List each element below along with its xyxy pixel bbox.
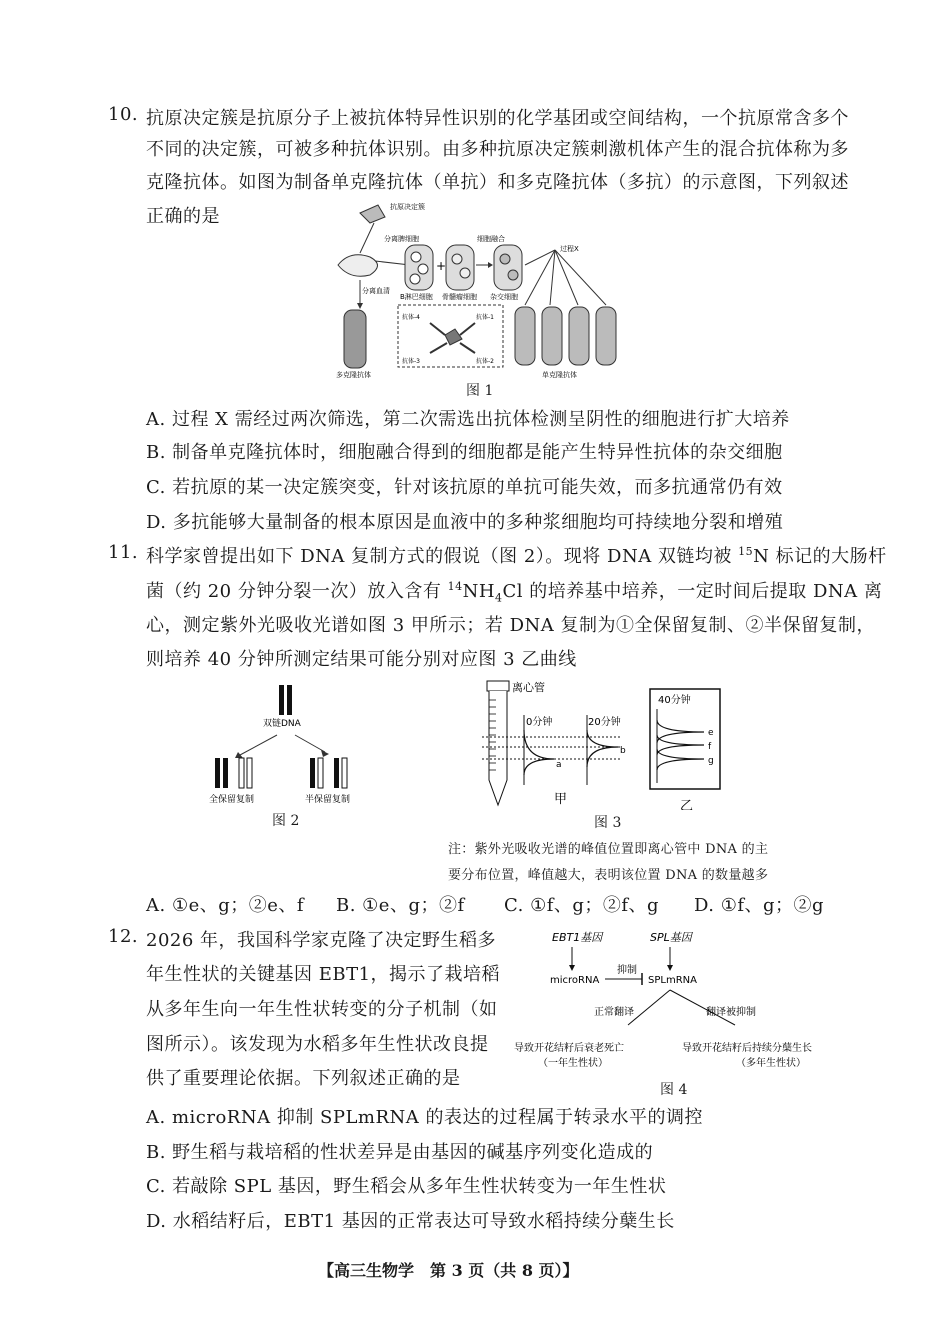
figure-1-antibody-diagram — [330, 195, 630, 380]
fig4-normal: 正常翻译 — [594, 1007, 634, 1018]
fig1-ab4: 抗体-4 — [402, 314, 420, 321]
fig3-note-line-2: 要分布位置，峰值越大，表明该位置 DNA 的数量越多 — [448, 868, 769, 883]
q11-option-a: A. ①e、g；②e、f — [146, 895, 305, 916]
fig3-peak-b: b — [620, 746, 626, 756]
q11-stem-line-4: 则培养 40 分钟所测定结果可能分别对应图 3 乙曲线 — [146, 649, 577, 670]
q12-number: 12. — [108, 926, 139, 947]
mono-tube-1 — [515, 307, 535, 365]
fig4-left-outcome-2: （一年生性状） — [538, 1058, 608, 1069]
q10-stem-line-1: 抗原决定簇是抗原分子上被抗体特异性识别的化学基团或空间结构，一个抗原常含多个 — [146, 108, 849, 129]
fig4-splmrna: SPLmRNA — [648, 975, 697, 986]
q12-stem-line-1: 2026 年，我国科学家克隆了决定野生稻多 — [146, 930, 497, 951]
fig1-sep-spleen: 分离脾细胞 — [384, 235, 419, 243]
fig3-jia: 甲 — [554, 792, 568, 807]
q12-option-c: C. 若敲除 SPL 基因，野生稻会从多年生性状转变为一年生性状 — [146, 1176, 667, 1197]
fig3-curve-f: f — [708, 742, 712, 752]
fig1-myeloma: 骨髓瘤细胞 — [442, 293, 477, 301]
q10-stem-line-3: 克隆抗体。如图为制备单克隆抗体（单抗）和多克隆抗体（多抗）的示意图，下列叙述 — [146, 172, 849, 193]
fig1-process-x: 过程X — [560, 245, 579, 253]
figure-2-replication-models — [195, 680, 375, 810]
fig4-right-outcome-2: （多年生性状） — [736, 1058, 806, 1069]
fig4-right-outcome-1: 导致开花结籽后持续分蘖生长 — [682, 1043, 812, 1054]
fig2-conservative: 全保留复制 — [209, 795, 255, 805]
fig3-yi: 乙 — [680, 799, 694, 810]
q12-option-b: B. 野生稻与栽培稻的性状差异是由基因的碱基序列变化造成的 — [146, 1142, 654, 1163]
q10-option-c: C. 若抗原的某一决定簇突变，针对该抗原的单抗可能失效，而多抗通常仍有效 — [146, 477, 783, 498]
fig3-note-line-1: 注：紫外光吸收光谱的峰值位置即离心管中 DNA 的主 — [448, 842, 769, 857]
q12-option-d: D. 水稻结籽后，EBT1 基因的正常表达可导致水稻持续分蘖生长 — [146, 1211, 675, 1232]
figure-2-caption: 图 2 — [272, 813, 300, 829]
figure-4-ebt1-mechanism — [510, 925, 860, 1080]
q11-option-d: D. ①f、g；②g — [694, 895, 825, 916]
polyclonal-tube — [344, 310, 366, 368]
antigen-shape — [360, 205, 385, 223]
fig1-ab2: 抗体-2 — [476, 358, 494, 365]
fig4-microrna: microRNA — [550, 975, 600, 986]
fig1-hybrid: 杂交细胞 — [490, 293, 518, 301]
q12-stem-line-2: 年生性状的关键基因 EBT1，揭示了栽培稻 — [146, 964, 501, 985]
q10-option-b: B. 制备单克隆抗体时，细胞融合得到的细胞都是能产生特异性抗体的杂交细胞 — [146, 442, 783, 463]
fig3-curve-e: e — [708, 728, 714, 738]
fig3-peak-a: a — [556, 760, 562, 770]
fig1-sep-serum: 分离血清 — [362, 287, 390, 295]
q11-option-b: B. ①e、g；②f — [336, 895, 465, 916]
fig4-inhibit: 抑制 — [617, 965, 637, 976]
q12-stem-line-5: 供了重要理论依据。下列叙述正确的是 — [146, 1068, 461, 1089]
fig2-ds-dna: 双链DNA — [263, 719, 301, 729]
fig1-poly-label: 多克隆抗体 — [336, 371, 371, 379]
q12-option-a: A. microRNA 抑制 SPLmRNA 的表达的过程属于转录水平的调控 — [146, 1107, 704, 1128]
page-footer: 【高三生物学 第 3 页（共 8 页）】 — [318, 1261, 579, 1280]
figure-1-caption: 图 1 — [466, 383, 494, 399]
fig1-mono-label: 单克隆抗体 — [542, 371, 577, 379]
q11-stem-line-1: 科学家曾提出如下 DNA 复制方式的假说（图 2）。现将 DNA 双链均被 $^{15}$N 标记的大肠杆 — [146, 545, 887, 567]
fig3-tube-label: 离心管 — [512, 681, 545, 694]
fig3-t40: 40分钟 — [658, 695, 691, 706]
q10-number: 10. — [108, 104, 139, 125]
q11-option-c: C. ①f、g；②f、g — [504, 895, 660, 916]
q10-option-d: D. 多抗能够大量制备的根本原因是血液中的多种浆细胞均可持续地分裂和增殖 — [146, 512, 784, 533]
q12-stem-line-4: 图所示）。该发现为水稻多年生性状改良提 — [146, 1034, 489, 1055]
q10-stem-line-4: 正确的是 — [146, 206, 220, 227]
fig4-left-outcome-1: 导致开花结籽后衰老死亡 — [514, 1043, 624, 1054]
q11-number: 11. — [108, 542, 139, 563]
figure-4-caption: 图 4 — [660, 1082, 688, 1098]
q10-stem-line-2: 不同的决定簇，可被多种抗体识别。由多种抗原决定簇刺激机体产生的混合抗体称为多 — [146, 139, 849, 160]
fig3-t20: 20分钟 — [588, 717, 621, 728]
figure-3-absorption-spectra — [482, 675, 722, 810]
mono-tube-4 — [596, 307, 616, 365]
fig2-semi: 半保留复制 — [305, 795, 351, 805]
fig4-spl: SPL基因 — [650, 931, 692, 944]
figure-3-caption: 图 3 — [594, 815, 622, 831]
fig1-ab3: 抗体-3 — [402, 358, 420, 365]
fig1-cell-fusion: 细胞融合 — [477, 235, 505, 243]
fig1-b-cell: B淋巴细胞 — [400, 293, 433, 301]
q12-stem-line-3: 从多年生向一年生性状转变的分子机制（如 — [146, 999, 498, 1020]
fig1-ab1: 抗体-1 — [476, 314, 494, 321]
fig1-antigen-label: 抗原决定簇 — [390, 203, 425, 211]
fig3-t0: 0分钟 — [526, 717, 553, 728]
mono-tube-2 — [542, 307, 562, 365]
mono-tube-3 — [569, 307, 589, 365]
q11-stem-line-3: 心，测定紫外光吸收光谱如图 3 甲所示；若 DNA 复制为①全保留复制、②半保留复制， — [146, 615, 876, 636]
fig4-blocked: 翻译被抑制 — [706, 1007, 756, 1018]
fig3-curve-g: g — [708, 756, 714, 766]
myeloma-tube — [446, 245, 474, 290]
q11-stem-line-2: 菌（约 20 分钟分裂一次）放入含有 $^{14}NH_4Cl$ 的培养基中培养，一定时间后提取 DNA 离 — [146, 580, 883, 605]
centrifuge-tube — [489, 691, 507, 805]
hybrid-cell-tube — [494, 245, 522, 290]
fig4-ebt1: EBT1基因 — [552, 931, 603, 944]
q10-option-a: A. 过程 X 需经过两次筛选，第二次需选出抗体检测呈阴性的细胞进行扩大培养 — [146, 409, 790, 430]
svg-text:+: + — [436, 259, 447, 273]
mouse-icon — [338, 255, 378, 276]
